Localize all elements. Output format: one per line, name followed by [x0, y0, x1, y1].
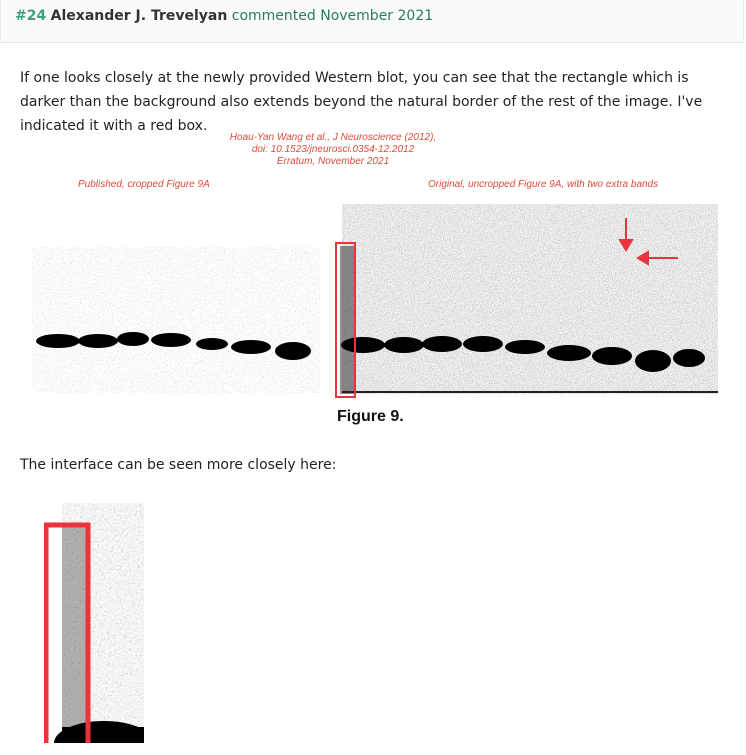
figure-title: Figure 9. [337, 408, 404, 425]
citation-line-3: Erratum, November 2021 [276, 156, 390, 167]
darker-rectangle-region [340, 246, 354, 394]
western-blot-figure [28, 128, 728, 433]
author-name[interactable]: Alexander J. Trevelyan [50, 8, 228, 24]
comment-date[interactable]: November 2021 [320, 8, 434, 24]
zoomed-interface-image [44, 503, 144, 743]
commented-label: commented [231, 8, 316, 24]
citation-line-2: doi: 10.1523/jneurosci.0354-12.2012 [251, 144, 415, 155]
comment-header [0, 0, 744, 43]
blot-image [28, 128, 728, 433]
left-panel-label: Published, cropped Figure 9A [78, 179, 210, 190]
citation-line-1: Hoau-Yan Wang et al., J Neuroscience (2012), [229, 132, 437, 143]
comment-number-link[interactable]: #24 [15, 8, 47, 24]
comment-paragraph-1: If one looks closely at the newly provided Western blot, you can see that the rectangle which is darker than the background also extends beyond the natural border of the rest of the image. I've indicated it with a red box. [20, 70, 703, 134]
comment-paragraph-2: The interface can be seen more closely here: [20, 457, 337, 473]
right-panel-label: Original, uncropped Figure 9A, with two extra bands [428, 179, 659, 190]
cropped-blot-background [32, 247, 320, 393]
comment-header-line [15, 8, 433, 24]
